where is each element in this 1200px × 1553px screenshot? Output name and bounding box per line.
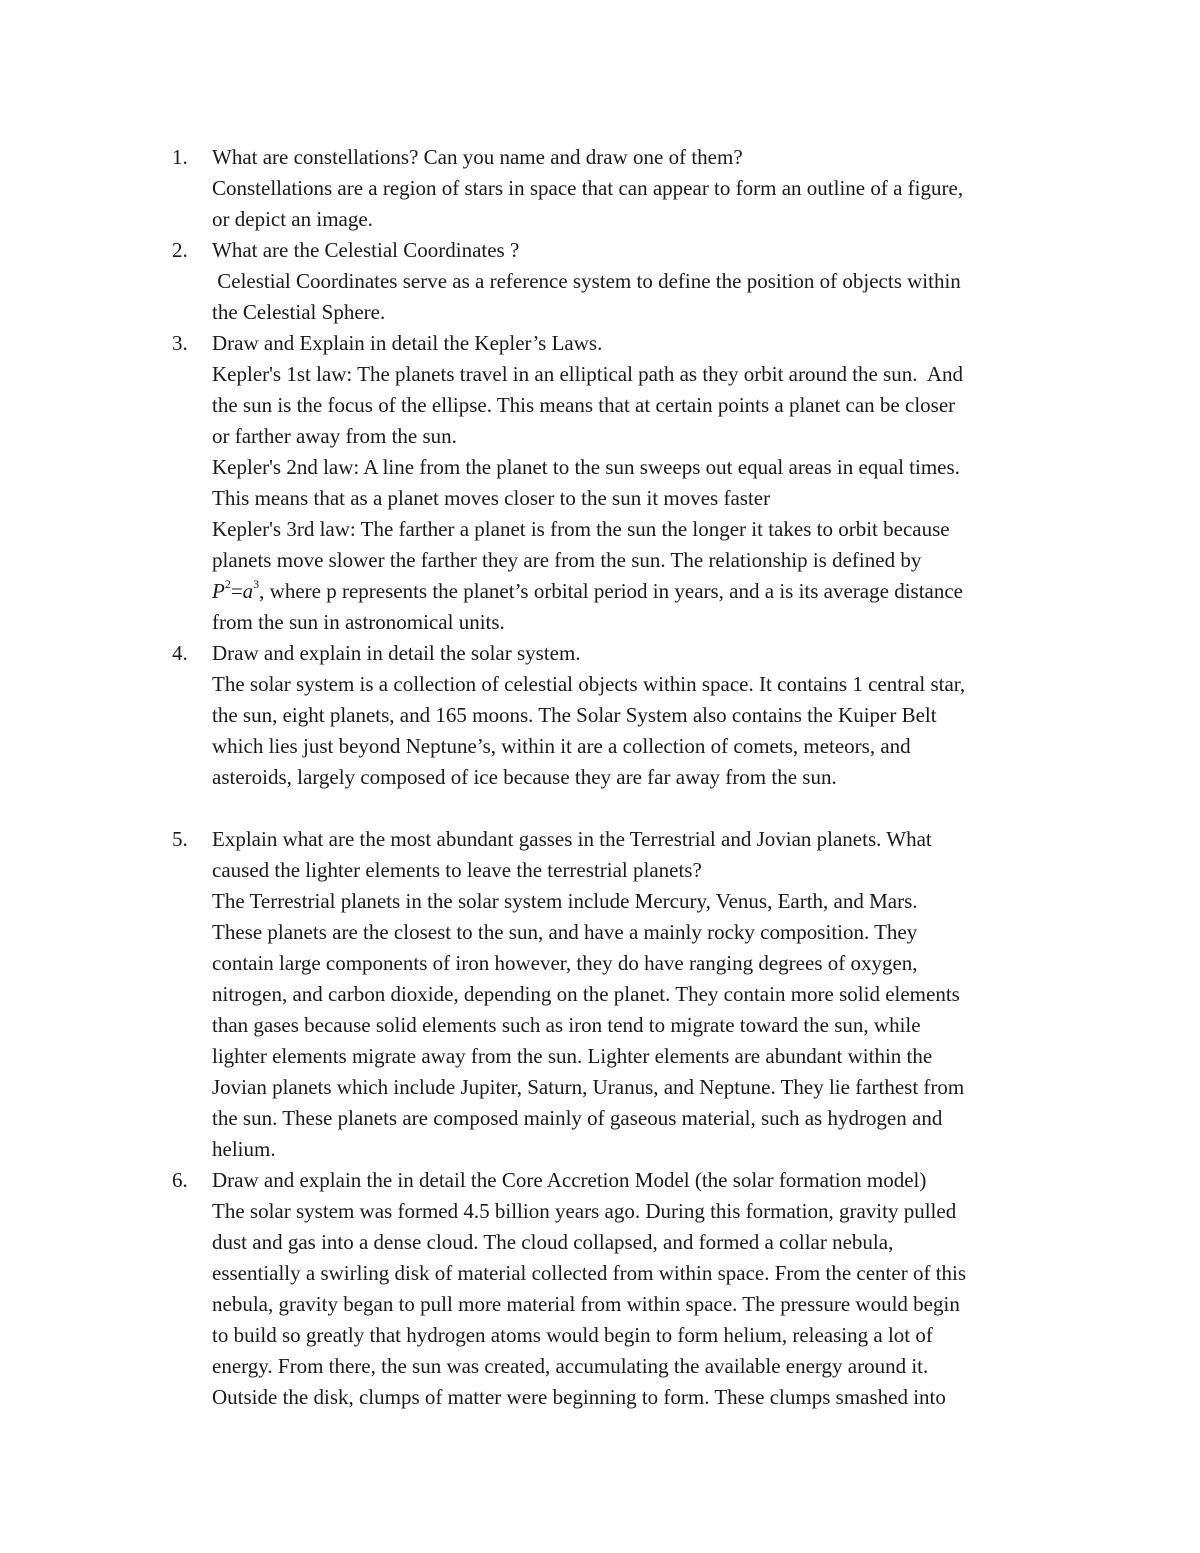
answer-line: contain large components of iron however, they do have ranging degrees of oxygen, [212,951,918,975]
answer-line: than gases because solid elements such as iron tend to migrate toward the sun, while [212,1013,921,1037]
answer-line: which lies just beyond Neptune’s, within it are a collection of comets, meteors, and [212,734,911,758]
blank-line [172,793,1072,824]
answer-line: essentially a swirling disk of material collected from within space. From the center of this [212,1261,967,1285]
question-item-3 [172,328,1072,638]
question-number: 2. [172,238,188,262]
question-item-2 [172,235,1072,328]
answer-line: asteroids, largely composed of ice because they are far away from the sun. [212,765,837,789]
answer-line: The solar system is a collection of celestial objects within space. It contains 1 central star, [212,672,966,696]
answer-line: lighter elements migrate away from the sun. Lighter elements are abundant within the [212,1044,933,1068]
answer-line: to build so greatly that hydrogen atoms would begin to form helium, releasing a lot of [212,1323,933,1347]
answer-line: dust and gas into a dense cloud. The cloud collapsed, and formed a collar nebula, [212,1230,894,1254]
question-text: caused the lighter elements to leave the terrestrial planets? [212,858,702,882]
answer-line: or depict an image. [212,207,373,231]
question-number: 3. [172,331,188,355]
answer-line: Outside the disk, clumps of matter were beginning to form. These clumps smashed into [212,1385,946,1409]
answer-line: the sun. These planets are composed mainly of gaseous material, such as hydrogen and [212,1106,943,1130]
question-number: 5. [172,827,188,851]
answer-line: Kepler's 3rd law: The farther a planet is from the sun the longer it takes to orbit because [212,517,950,541]
question-number: 1. [172,145,188,169]
formula-equals: = [230,579,243,603]
answer-line: helium. [212,1137,276,1161]
question-number: 4. [172,641,188,665]
question-number: 6. [172,1168,188,1192]
answer-line: The solar system was formed 4.5 billion years ago. During this formation, gravity pulled [212,1199,957,1223]
question-list [172,142,1072,1413]
answer-line: or farther away from the sun. [212,424,457,448]
answer-line: nebula, gravity began to pull more material from within space. The pressure would begin [212,1292,960,1316]
answer-line: Constellations are a region of stars in space that can appear to form an outline of a figure, [212,176,964,200]
answer-line: planets move slower the farther they are from the sun. The relationship is defined by [212,548,922,572]
answer-line: This means that as a planet moves closer to the sun it moves faster [212,486,771,510]
question-item-4 [172,638,1072,793]
kepler-formula-line [212,576,1072,607]
answer-line: These planets are the closest to the sun, and have a mainly rocky composition. They [212,920,918,944]
answer-line: nitrogen, and carbon dioxide, depending on the planet. They contain more solid elements [212,982,960,1006]
formula-p-exponent: 2 [224,577,231,591]
question-text: What are constellations? Can you name and draw one of them? [212,145,743,169]
formula-a-exponent: 3 [253,577,260,591]
answer-line: the sun, eight planets, and 165 moons. The Solar System also contains the Kuiper Belt [212,703,937,727]
question-text: Draw and Explain in detail the Kepler’s Laws. [212,331,603,355]
question-text: Explain what are the most abundant gasses in the Terrestrial and Jovian planets. What [212,827,932,851]
question-item-1 [172,142,1072,235]
question-text: Draw and explain in detail the solar system. [212,641,581,665]
answer-line: energy. From there, the sun was created, accumulating the available energy around it. [212,1354,929,1378]
answer-line: Jovian planets which include Jupiter, Saturn, Uranus, and Neptune. They lie farthest from [212,1075,965,1099]
question-item-5 [172,824,1072,1165]
answer-line: from the sun in astronomical units. [212,610,505,634]
question-item-6 [172,1165,1072,1413]
answer-line: The Terrestrial planets in the solar system include Mercury, Venus, Earth, and Mars. [212,889,918,913]
formula-p: P [212,579,225,603]
answer-line: Kepler's 2nd law: A line from the planet to the sun sweeps out equal areas in equal times. [212,455,960,479]
question-text: What are the Celestial Coordinates ? [212,238,520,262]
formula-a: a [242,579,254,603]
answer-line: the Celestial Sphere. [212,300,386,324]
formula-description: , where p represents the planet’s orbital period in years, and a is its average distance [259,579,963,603]
answer-line: Kepler's 1st law: The planets travel in an elliptical path as they orbit around the sun. And [212,362,964,386]
answer-line: the sun is the focus of the ellipse. This means that at certain points a planet can be closer [212,393,956,417]
question-text: Draw and explain the in detail the Core Accretion Model (the solar formation model) [212,1168,927,1192]
answer-line: Celestial Coordinates serve as a reference system to define the position of objects within [212,269,961,293]
